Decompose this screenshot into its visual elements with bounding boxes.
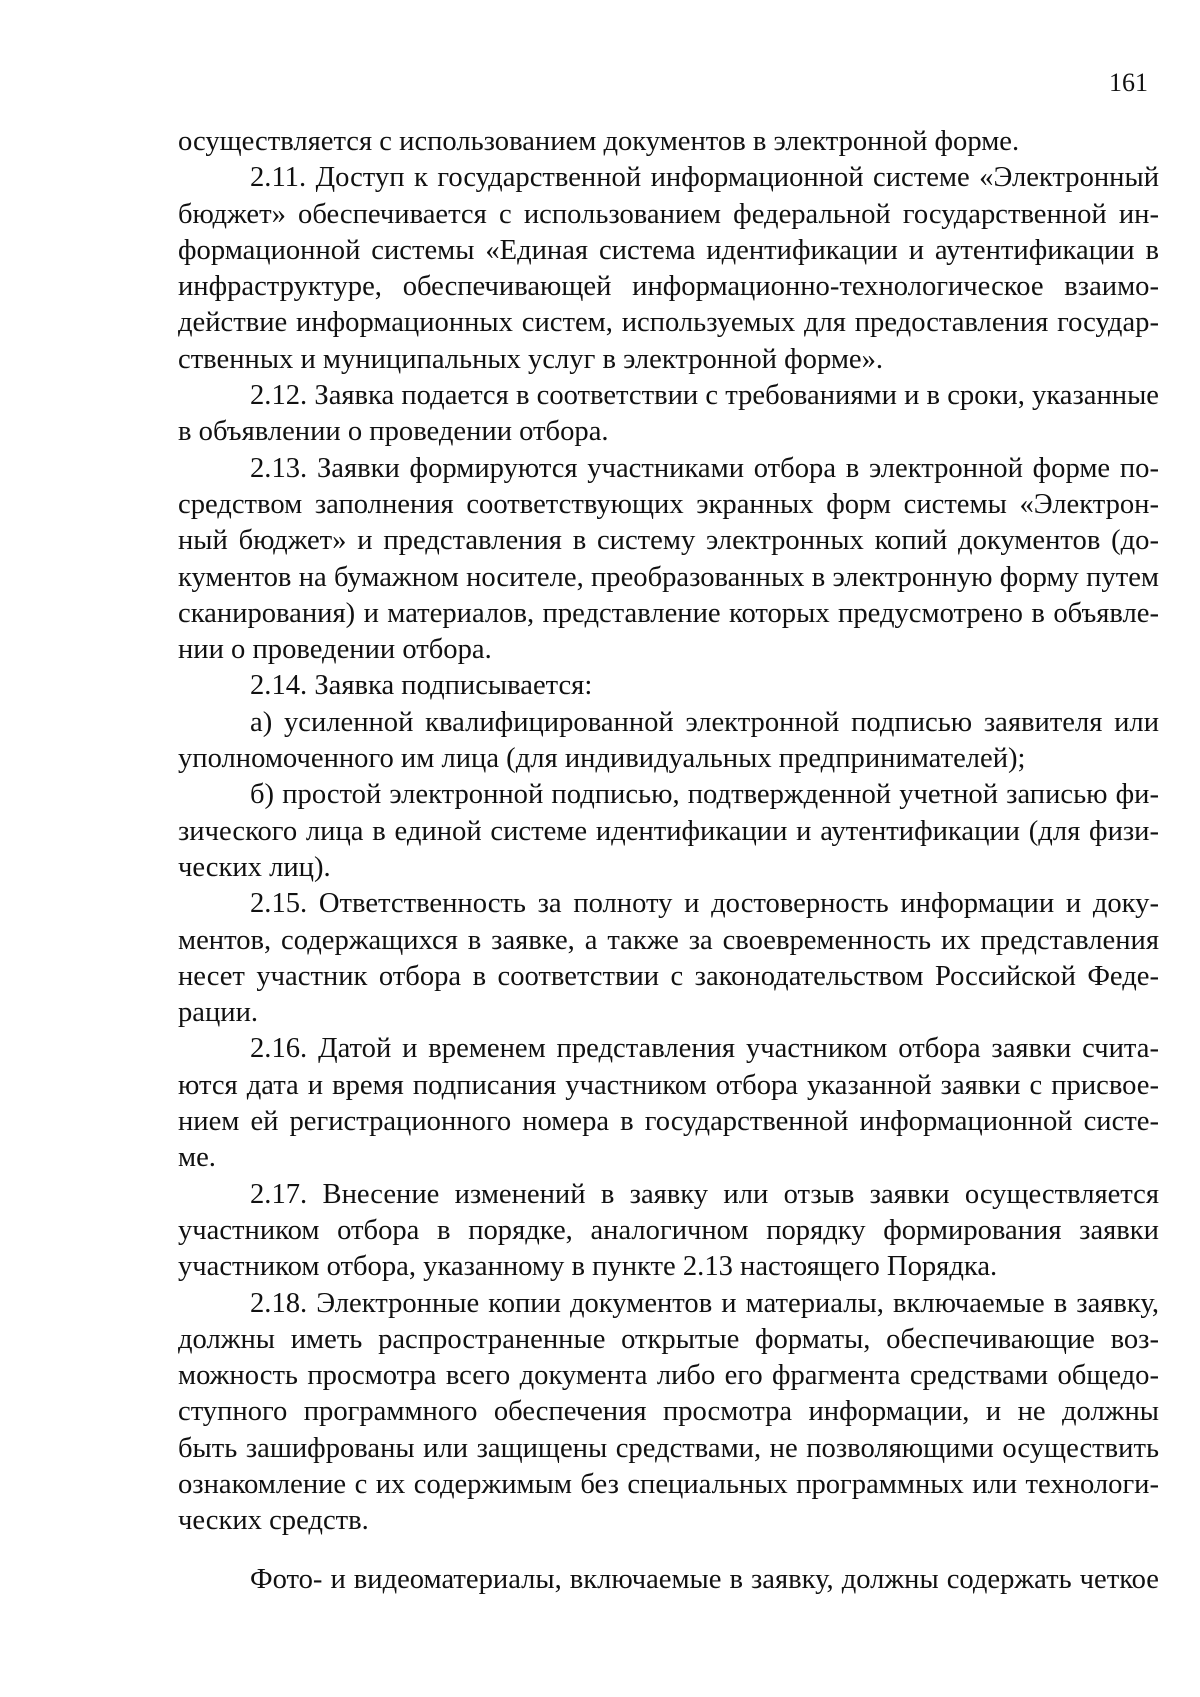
text-line: уполномоченного им лица (для индивидуальных предпринимателей);: [178, 743, 1026, 775]
text-line: формационной системы «Единая система идентификации и аутентификации в: [178, 234, 1159, 266]
text-line: ме.: [178, 1142, 216, 1174]
text-line: нием ей регистрационного номера в государственной информационной систе-: [178, 1106, 1159, 1138]
text-line: можность просмотра всего документа либо его фрагмента средствами общедо-: [178, 1360, 1159, 1392]
text-line: ментов, содержащихся в заявке, а также за своевременность их представления: [178, 924, 1159, 956]
text-line: б) простой электронной подписью, подтвержденной учетной записью фи-: [250, 779, 1159, 811]
text-line: 2.17. Внесение изменений в заявку или отзыв заявки осуществляется: [250, 1178, 1159, 1210]
text-line: действие информационных систем, используемых для предоставления государ-: [178, 307, 1159, 339]
text-line: ческих лиц).: [178, 851, 331, 883]
text-line: Фото- и видеоматериалы, включаемые в заявку, должны содержать четкое: [250, 1563, 1159, 1595]
text-line: должны иметь распространенные открытые форматы, обеспечивающие воз-: [178, 1323, 1159, 1355]
text-line: ческих средств.: [178, 1505, 369, 1537]
text-line: зического лица в единой системе идентификации и аутентификации (для физи-: [178, 815, 1159, 847]
text-line: ознакомление с их содержимым без специальных программных или технологи-: [178, 1468, 1159, 1500]
text-line: ный бюджет» и представления в систему электронных копий документов (до-: [178, 525, 1159, 557]
text-line: 2.13. Заявки формируются участниками отбора в электронной форме по-: [250, 452, 1159, 484]
text-line: бюджет» обеспечивается с использованием федеральной государственной ин-: [178, 198, 1159, 230]
document-body: [178, 124, 1159, 1598]
text-line: кументов на бумажном носителе, преобразованных в электронную форму путем: [178, 561, 1159, 593]
text-line: несет участник отбора в соответствии с законодательством Российской Феде-: [178, 960, 1159, 992]
text-line: 2.11. Доступ к государственной информационной системе «Электронный: [250, 162, 1159, 194]
text-line: инфраструктуре, обеспечивающей информационно-технологическое взаимо-: [178, 271, 1159, 303]
text-line: 2.18. Электронные копии документов и материалы, включаемые в заявку,: [250, 1287, 1159, 1319]
page-number: 161: [1109, 68, 1148, 97]
text-line: 2.16. Датой и временем представления участником отбора заявки счита-: [250, 1033, 1159, 1065]
text-line: участником отбора, указанному в пункте 2.13 настоящего Порядка.: [178, 1251, 998, 1283]
text-line: 2.15. Ответственность за полноту и достоверность информации и доку-: [250, 888, 1159, 920]
text-line: осуществляется с использованием документов в электронной форме.: [178, 126, 1020, 157]
text-line: в объявлении о проведении отбора.: [178, 416, 609, 448]
text-line: 2.14. Заявка подписывается:: [250, 670, 593, 702]
text-line: 2.12. Заявка подается в соответствии с требованиями и в сроки, указанные: [250, 380, 1159, 412]
text-line: средством заполнения соответствующих экранных форм системы «Электрон-: [178, 488, 1159, 520]
text-line: а) усиленной квалифицированной электронной подписью заявителя или: [250, 706, 1159, 738]
text-line: участником отбора в порядке, аналогичном порядку формирования заявки: [178, 1214, 1159, 1246]
text-line: ются дата и время подписания участником отбора указанной заявки с присвое-: [178, 1069, 1159, 1101]
text-line: сканирования) и материалов, представление которых предусмотрено в объявле-: [178, 597, 1159, 629]
text-line: быть зашифрованы или защищены средствами, не позволяющими осуществить: [178, 1432, 1159, 1464]
text-line: нии о проведении отбора.: [178, 634, 492, 666]
text-line: ственных и муниципальных услуг в электронной форме».: [178, 343, 884, 375]
text-line: рации.: [178, 997, 259, 1029]
text-line: ступного программного обеспечения просмотра информации, и не должны: [178, 1396, 1159, 1428]
